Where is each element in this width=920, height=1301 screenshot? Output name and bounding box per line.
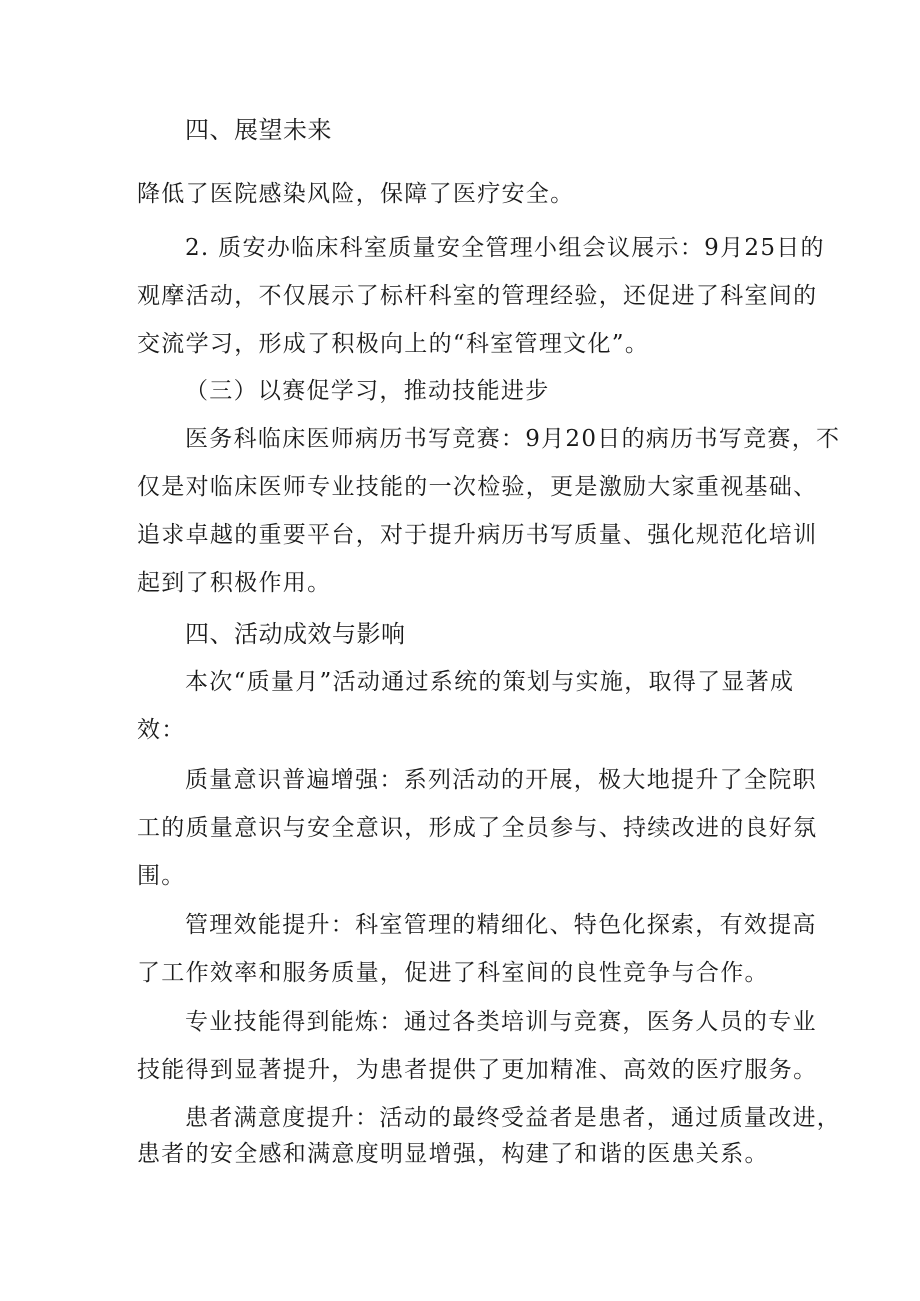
paragraph-line: 起到了积极作用。 (137, 570, 332, 596)
paragraph-line: 本次“质量月”活动通过系统的策划与实施，取得了显著成 (185, 669, 795, 695)
subsection-heading: （三）以赛促学习，推动技能进步 (185, 378, 550, 404)
section-heading-future: 四、展望未来 (185, 116, 332, 144)
paragraph-line: 患者的安全感和满意度明显增强，构建了和谐的医患关系。 (137, 1141, 769, 1167)
paragraph-line: 追求卓越的重要平台，对于提升病历书写质量、强化规范化培训 (137, 522, 818, 548)
paragraph-line: 管理效能提升：科室管理的精细化、特色化探索，有效提高 (185, 912, 817, 938)
paragraph-line: 专业技能得到能炼：通过各类培训与竞赛，医务人员的专业 (185, 1009, 817, 1035)
paragraph-line: 患者满意度提升：活动的最终受益者是患者，通过质量改进， (185, 1105, 842, 1131)
paragraph-line: 仅是对临床医师专业技能的一次检验，更是激励大家重视基础、 (137, 474, 818, 500)
paragraph-line: 2. 质安办临床科室质量安全管理小组会议展示：9月25日的 (185, 235, 825, 261)
paragraph-line: 技能得到显著提升，为患者提供了更加精准、高效的医疗服务。 (137, 1057, 818, 1083)
paragraph-line: 观摩活动，不仅展示了标杆科室的管理经验，还促进了科室间的 (137, 283, 818, 309)
paragraph-line: 质量意识普遍增强：系列活动的开展，极大地提升了全院职 (185, 767, 817, 793)
paragraph-line: 交流学习，形成了积极向上的“科室管理文化”。 (137, 331, 650, 357)
paragraph-line: 了工作效率和服务质量，促进了科室间的良性竞争与合作。 (137, 960, 769, 986)
paragraph-line: 效： (137, 717, 186, 743)
section-heading-results: 四、活动成效与影响 (185, 620, 406, 648)
paragraph-line: 医务科临床医师病历书写竞赛：9月20日的病历书写竞赛，不 (185, 426, 841, 452)
paragraph-line: 工的质量意识与安全意识，形成了全员参与、持续改进的良好氛 (137, 815, 818, 841)
paragraph-line: 围。 (137, 863, 186, 889)
paragraph-line: 降低了医院感染风险，保障了医疗安全。 (137, 181, 575, 207)
